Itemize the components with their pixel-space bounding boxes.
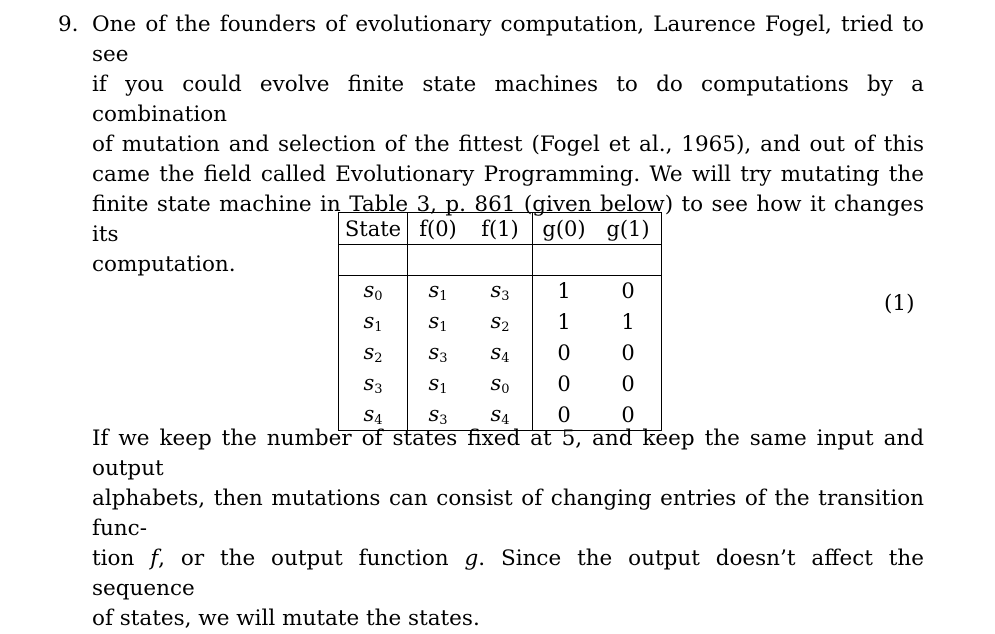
header-g1: g(1) (595, 213, 662, 245)
closing-paragraph (92, 424, 924, 634)
cell-state: $s_2$ (339, 338, 408, 369)
cell-f0: $s_1$ (428, 371, 448, 397)
function-g: g (464, 546, 479, 571)
table-row (339, 369, 662, 400)
header-f0: f(0) (408, 213, 469, 245)
intro-line: if you could evolve finite state machines to do computations by a combination (92, 72, 924, 127)
closing-line: alphabets, then mutations can consist of changing entries of the transition func- (92, 486, 924, 541)
intro-line: finite state machine in Table 3, p. 861 (given below) to see how it changes its (92, 192, 924, 247)
cell-f1: $s_4$ (468, 338, 533, 369)
cell-g1: 0 (595, 400, 662, 431)
cell-f1: $s_0$ (468, 369, 533, 400)
cell-g1: 0 (595, 276, 662, 307)
table-header-row (339, 213, 662, 245)
cell-state: $s_1$ (339, 307, 408, 338)
closing-line: tion f, or the output function g. Since the output doesn’t affect the sequence (92, 546, 924, 601)
cell-state: $s_3$ (339, 369, 408, 400)
intro-line: computation. (92, 252, 236, 277)
cell-g1: 0 (595, 369, 662, 400)
closing-line: If we keep the number of states fixed at 5, and keep the same input and output (92, 426, 924, 481)
problem-number: 9. (58, 12, 79, 37)
cell-g0: 0 (533, 400, 596, 431)
cell-g1: 1 (595, 307, 662, 338)
cell-f0: $s_3$ (428, 340, 448, 366)
table-row (339, 276, 662, 307)
cell-f1: $s_2$ (468, 307, 533, 338)
equation-number: (1) (884, 291, 915, 316)
function-f: f (150, 546, 159, 571)
cell-g0: 0 (557, 372, 571, 396)
cell-g1: 0 (595, 338, 662, 369)
table-row (339, 338, 662, 369)
cell-f1: $s_4$ (468, 400, 533, 431)
cell-g0: 0 (557, 341, 571, 365)
cell-f0: $s_3$ (408, 400, 469, 431)
header-f1: f(1) (468, 213, 533, 245)
table-row (339, 307, 662, 338)
intro-line: of mutation and selection of the fittest (Fogel et al., 1965), and out of this (92, 132, 924, 157)
header-g0: g(0) (533, 213, 596, 245)
cell-f0: $s_1$ (408, 276, 469, 307)
header-state: State (339, 213, 408, 245)
cell-f0: $s_1$ (428, 309, 448, 335)
cell-f1: $s_3$ (468, 276, 533, 307)
intro-line: One of the founders of evolutionary computation, Laurence Fogel, tried to see (92, 12, 924, 67)
cell-state: $s_4$ (339, 400, 408, 431)
cell-g0: 1 (533, 276, 596, 307)
cell-g0: 1 (557, 310, 571, 334)
intro-line: came the field called Evolutionary Programming. We will try mutating the (92, 162, 924, 187)
cell-state: $s_0$ (339, 276, 408, 307)
closing-line: of states, we will mutate the states. (92, 606, 480, 631)
state-transition-table (338, 212, 662, 431)
